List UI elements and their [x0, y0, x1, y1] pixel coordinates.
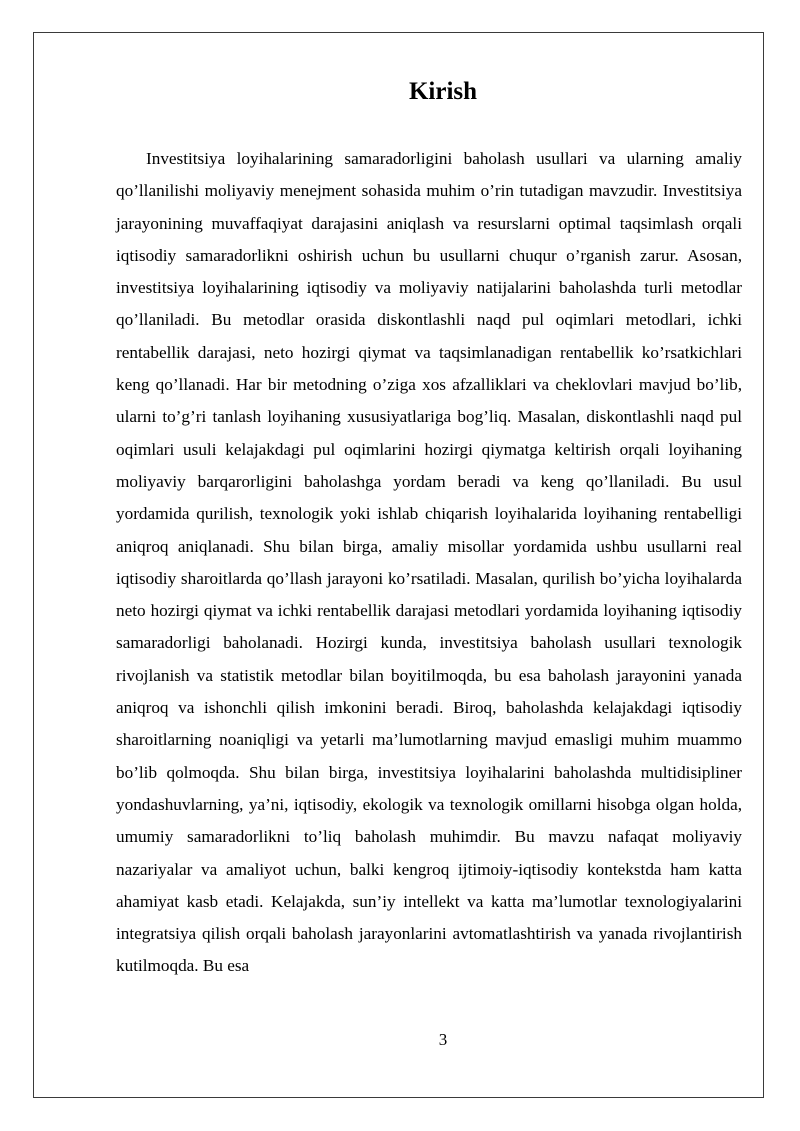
body-paragraph: Investitsiya loyihalarining samaradorligini baholash usullari va ularning amaliy qo’llanilishi moliyaviy menejment sohasida muhim o’rin tutadigan mavzudir. Investitsiya jarayonining muvaffaqiyat darajasini aniqlash va resurslarni optimal taqsimlash orqali iqtisodiy samaradorlikni oshirish uchun bu usullarni chuqur o’rganish zarur. Asosan, investitsiya loyihalarining iqtisodiy va moliyaviy natijalarini baholashda turli metodlar qo’llaniladi. Bu metodlar orasida diskontlashli naqd pul oqimlari metodlari, ichki rentabellik darajasi, neto hozirgi qiymat va taqsimlanadigan rentabellik ko’rsatkichlari keng qo’llanadi. Har bir metodning o’ziga xos afzalliklari va cheklovlari mavjud bo’lib, ularni to’g’ri tanlash loyihaning xususiyatlariga bog’liq. Masalan, diskontlashli naqd pul oqimlari usuli kelajakdagi pul oqimlarini hozirgi qiymatga keltirish orqali loyihaning moliyaviy barqarorligini baholashga yordam beradi va keng qo’llaniladi. Bu usul yordamida qurilish, texnologik yoki ishlab chiqarish loyihalarida loyihaning rentabelligi aniqroq aniqlanadi. Shu bilan birga, amaliy misollar yordamida ushbu usullarni real iqtisodiy sharoitlarda qo’llash jarayoni ko’rsatiladi. Masalan, qurilish bo’yicha loyihalarda neto hozirgi qiymat va ichki rentabellik darajasi metodlari yordamida loyihaning iqtisodiy samaradorligi baholanadi. Hozirgi kunda, investitsiya baholash usullari texnologik rivojlanish va statistik metodlar bilan boyitilmoqda, bu esa baholash jarayonini yanada aniqroq va ishonchli qilish imkonini beradi. Biroq, baholashda kelajakdagi iqtisodiy sharoitlarning noaniqligi va yetarli ma’lumotlarning mavjud emasligi muhim muammo bo’lib qolmoqda. Shu bilan birga, investitsiya loyihalarini baholashda multidisipliner yondashuvlarning, ya’ni, iqtisodiy, ekologik va texnologik omillarni hisobga olgan holda, umumiy samaradorlikni to’liq baholash muhimdir. Bu mavzu nafaqat moliyaviy nazariyalar va amaliyot uchun, balki kengroq ijtimoiy-iqtisodiy kontekstda ham katta ahamiyat kasb etadi. Kelajakda, sun’iy intellekt va katta ma’lumotlar texnologiyalarini integratsiya qilish orqali baholash jarayonlarini avtomatlashtirish va yanada rivojlantirish kutilmoqda. Bu esa [116, 149, 742, 976]
page-title: Kirish [408, 78, 478, 105]
page-number: 3 [438, 1030, 448, 1049]
